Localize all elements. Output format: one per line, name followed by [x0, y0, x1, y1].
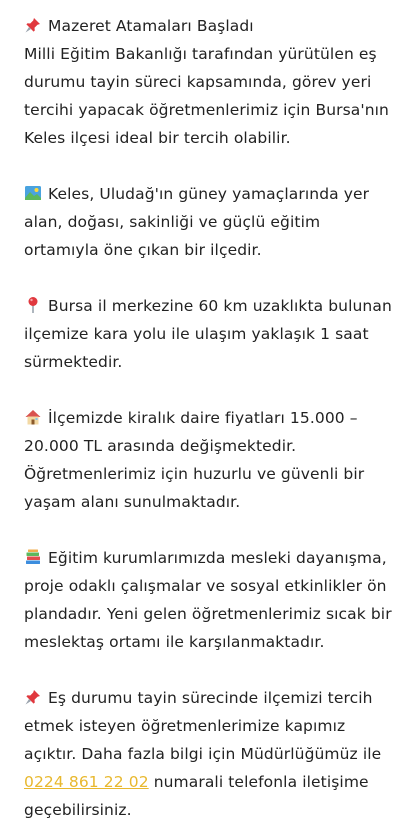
paragraph-education [24, 544, 398, 656]
announcement-text: Milli Eğitim Bakanlığı tarafından yürütülen eş durumu tayin süreci kapsamında, görev yeri tercihi yapacak öğretmenlerimiz için Bursa'nın Keles ilçesi ideal bir tercih olabilir. [24, 45, 389, 147]
house-icon [24, 408, 42, 426]
rent-text: İlçemizde kiralık daire fiyatları 15.000 – 20.000 TL arasında değişmektedir. Öğretmenlerimiz için huzurlu ve güvenli bir yaşam alanı sunulmaktadır. [24, 409, 365, 511]
paragraph-distance [24, 292, 398, 376]
contact-text-before: Eş durumu tayin sürecinde ilçemizi tercih etmek isteyen öğretmenlerimize kapımız açıktır. Daha fazla bilgi için Müdürlüğümüz ile [24, 689, 382, 763]
distance-text: Bursa il merkezine 60 km uzaklıkta bulunan ilçemize kara yolu ile ulaşım yaklaşık 1 saat sürmektedir. [24, 297, 392, 371]
education-text: Eğitim kurumlarımızda mesleki dayanışma, proje odaklı çalışmalar ve sosyal etkinlikler ön plandadır. Yeni gelen öğretmenlerimiz sıcak bir meslektaş ortamı ile karşılanmaktadır. [24, 549, 392, 651]
books-icon [24, 548, 42, 566]
pushpin-icon [24, 688, 42, 706]
phone-link[interactable]: 0224 861 22 02 [24, 773, 149, 791]
announcement-title: Mazeret Atamaları Başladı [48, 17, 254, 35]
round-pushpin-icon [24, 296, 42, 314]
paragraph-announcement [24, 12, 398, 152]
paragraph-keles [24, 180, 398, 264]
paragraph-rent [24, 404, 398, 516]
paragraph-contact [24, 684, 398, 824]
contact-text-after: numarali telefonla iletişime geçebilirsiniz. [24, 773, 369, 819]
landscape-photo-icon [24, 184, 42, 202]
pushpin-icon [24, 16, 42, 34]
keles-text: Keles, Uludağ'ın güney yamaçlarında yer alan, doğası, sakinliği ve güçlü eğitim ortamıyla öne çıkan bir ilçedir. [24, 185, 370, 259]
